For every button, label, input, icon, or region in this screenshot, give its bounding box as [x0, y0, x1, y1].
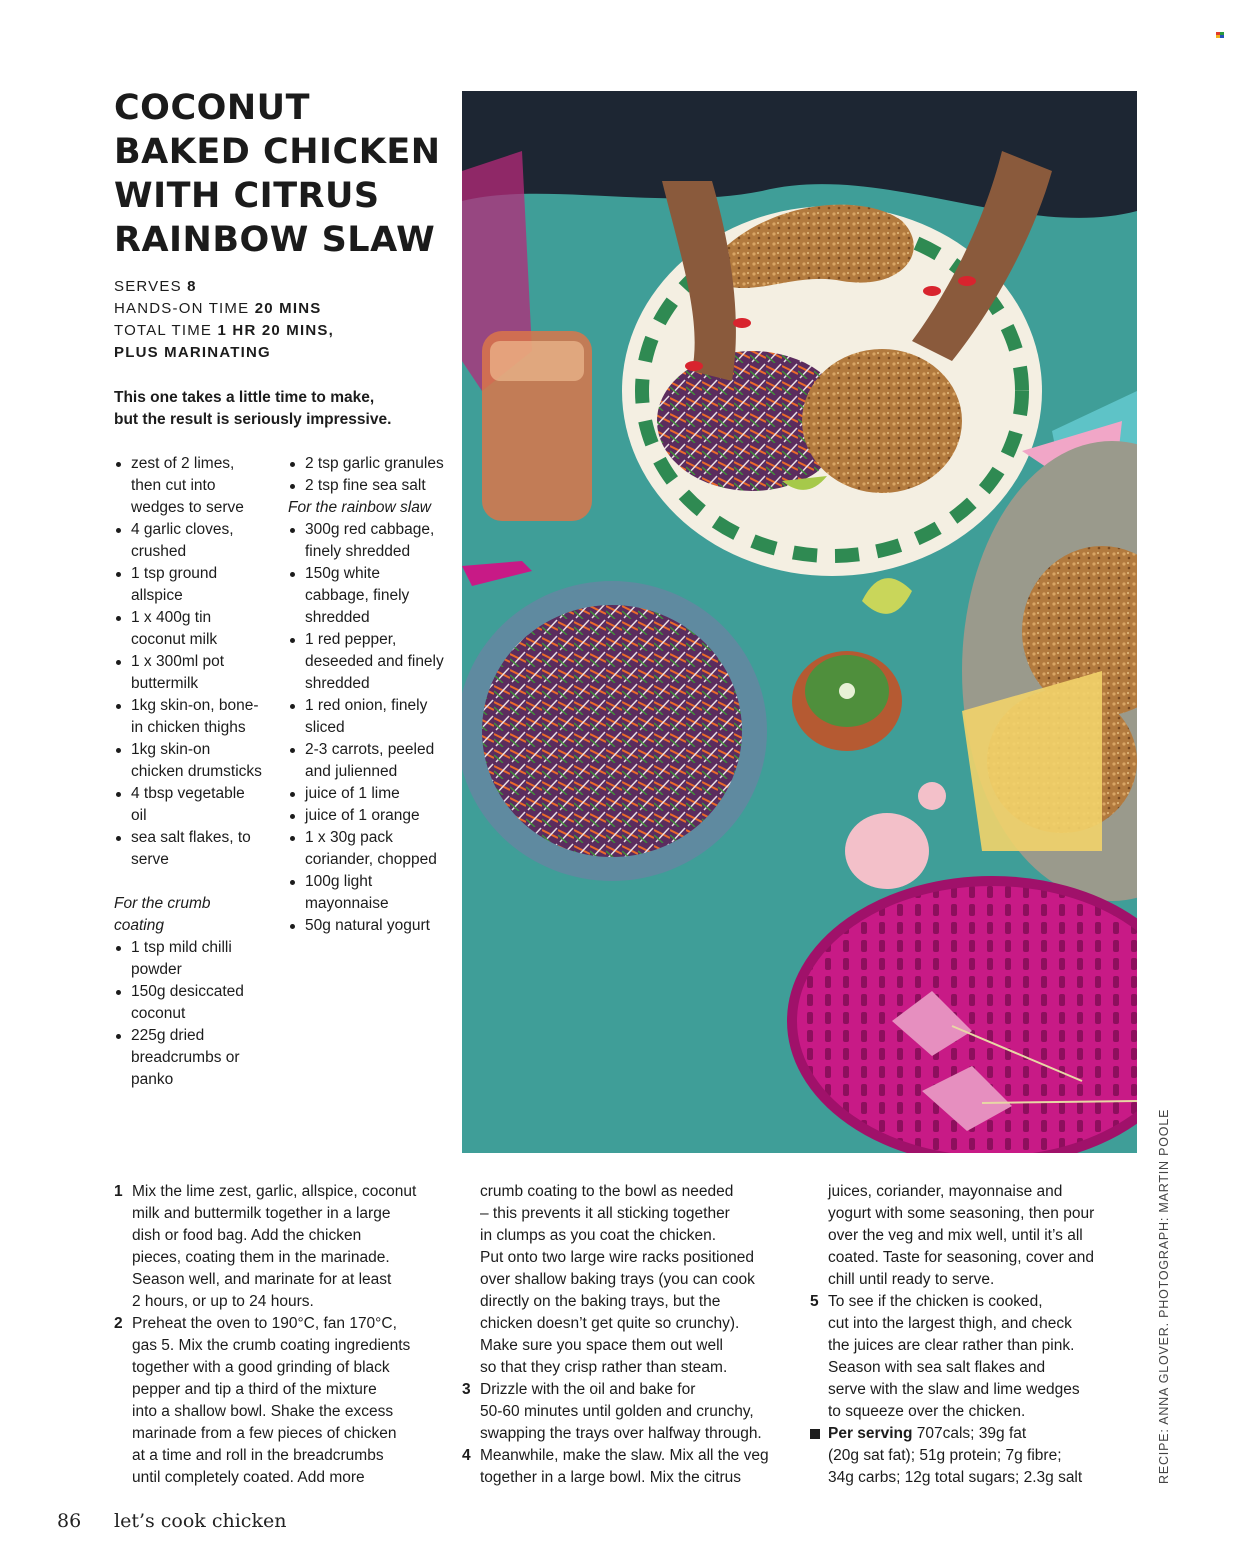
ingredient-item: 2 tsp fine sea salt	[288, 475, 448, 497]
step-line: in clumps as you coat the chicken.	[480, 1227, 717, 1244]
step-number: 3	[462, 1381, 471, 1398]
recipe-intro	[114, 387, 444, 431]
ingredient-item: 50g natural yogurt	[288, 915, 448, 937]
step-line: dish or food bag. Add the chicken	[132, 1227, 362, 1244]
nutrition-first: 707cals; 39g fat	[916, 1425, 1027, 1442]
ingredient-item: 150g desiccated coconut	[114, 981, 264, 1025]
step-line: juices, coriander, mayonnaise and	[828, 1183, 1063, 1200]
step-line: 50-60 minutes until golden and crunchy,	[480, 1403, 754, 1420]
step-line: To see if the chicken is cooked,	[828, 1293, 1043, 1310]
nutrition-line: 34g carbs; 12g total sugars; 2.3g salt	[828, 1469, 1083, 1486]
method-column-2	[462, 1181, 792, 1489]
corner-color-mark	[1216, 32, 1225, 39]
step-number: 5	[810, 1293, 819, 1310]
intro-line: but the result is seriously impressive.	[114, 411, 392, 428]
recipe-title	[114, 86, 454, 262]
title-line: BAKED CHICKEN	[114, 132, 441, 172]
ingredient-item: 4 garlic cloves, crushed	[114, 519, 264, 563]
hands-on-value: 20 MINS	[254, 300, 322, 317]
ingredient-item: 1 x 400g tin coconut milk	[114, 607, 264, 651]
step-line: 2 hours, or up to 24 hours.	[132, 1293, 314, 1310]
step-line: Season with sea salt flakes and	[828, 1359, 1046, 1376]
method-step-3	[462, 1379, 792, 1445]
step-line: coated. Taste for seasoning, cover and	[828, 1249, 1094, 1266]
total-time-extra: PLUS MARINATING	[114, 344, 271, 361]
recipe-photo	[462, 91, 1137, 1153]
title-line: WITH CITRUS	[114, 176, 380, 216]
step-line: Drizzle with the oil and bake for	[480, 1381, 696, 1398]
nutrition-line: (20g sat fat); 51g protein; 7g fibre;	[828, 1447, 1062, 1464]
ingredient-item: 4 tbsp vegetable oil	[114, 783, 264, 827]
step-line: Make sure you space them out well	[480, 1337, 723, 1354]
step-line: at a time and roll in the breadcrumbs	[132, 1447, 384, 1464]
title-line: COCONUT	[114, 88, 310, 128]
method-column-3	[810, 1181, 1140, 1489]
step-line: the juices are clear rather than pink.	[828, 1337, 1075, 1354]
step-line: together with a good grinding of black	[132, 1359, 390, 1376]
method-step-2	[114, 1313, 444, 1489]
step-line: into a shallow bowl. Shake the excess	[132, 1403, 394, 1420]
total-time-row	[114, 320, 444, 342]
ingredient-item: sea salt flakes, to serve	[114, 827, 264, 871]
step-number: 4	[462, 1447, 471, 1464]
ingredient-item: 1 x 30g pack coriander, chopped	[288, 827, 448, 871]
crumb-ingredients-list-continued	[288, 453, 448, 497]
intro-line: This one takes a little time to make,	[114, 389, 375, 406]
step-line: pepper and tip a third of the mixture	[132, 1381, 377, 1398]
ingredient-item: juice of 1 orange	[288, 805, 448, 827]
step-line: cut into the largest thigh, and check	[828, 1315, 1072, 1332]
step-number: 2	[114, 1315, 123, 1332]
step-line: yogurt with some seasoning, then pour	[828, 1205, 1095, 1222]
step-line: – this prevents it all sticking together	[480, 1205, 730, 1222]
crumb-coating-heading: For the crumb coating	[114, 895, 211, 934]
nutrition-label: Per serving	[828, 1425, 913, 1442]
main-ingredients-list	[114, 453, 264, 871]
step-line: to squeeze over the chicken.	[828, 1403, 1026, 1420]
step-line: crumb coating to the bowl as needed	[480, 1183, 734, 1200]
food-illustration	[462, 91, 1137, 1153]
step-line: marinade from a few pieces of chicken	[132, 1425, 397, 1442]
step-line: Season well, and marinate for at least	[132, 1271, 392, 1288]
page-number: 86	[57, 1510, 82, 1532]
step-line: chill until ready to serve.	[828, 1271, 995, 1288]
method-step-1	[114, 1181, 444, 1313]
section-title: let’s cook chicken	[114, 1510, 287, 1532]
ingredient-item: 2-3 carrots, peeled and julienned	[288, 739, 448, 783]
step-line: Mix the lime zest, garlic, allspice, coconut	[132, 1183, 417, 1200]
method-step-2-continued	[462, 1181, 792, 1379]
ingredients-column-1	[114, 453, 264, 1091]
step-line: until completely coated. Add more	[132, 1469, 365, 1486]
step-number: 1	[114, 1183, 123, 1200]
step-line: swapping the trays over halfway through.	[480, 1425, 762, 1442]
method-column-1	[114, 1181, 444, 1489]
ingredients-column-2	[288, 453, 448, 937]
ingredient-item: 1 red pepper, deseeded and finely shredded	[288, 629, 448, 695]
crumb-ingredients-list	[114, 937, 264, 1091]
method-step-4	[462, 1445, 792, 1489]
method-step-5	[810, 1291, 1140, 1423]
step-line: pieces, coating them in the marinade.	[132, 1249, 390, 1266]
step-line: Preheat the oven to 190°C, fan 170°C,	[132, 1315, 397, 1332]
hands-on-row	[114, 298, 444, 320]
step-line: gas 5. Mix the crumb coating ingredients	[132, 1337, 411, 1354]
ingredient-item: 1 x 300ml pot buttermilk	[114, 651, 264, 695]
serves-label: SERVES	[114, 278, 182, 295]
hands-on-label: HANDS-ON TIME	[114, 300, 250, 317]
ingredient-item: 1kg skin-on chicken drumsticks	[114, 739, 264, 783]
serves-row	[114, 276, 444, 298]
ingredient-item: 1 tsp ground allspice	[114, 563, 264, 607]
ingredient-item: juice of 1 lime	[288, 783, 448, 805]
rainbow-slaw-heading: For the rainbow slaw	[288, 499, 432, 516]
ingredient-item: 150g white cabbage, finely shredded	[288, 563, 448, 629]
title-line: RAINBOW SLAW	[114, 220, 436, 260]
step-line: milk and buttermilk together in a large	[132, 1205, 391, 1222]
step-line: together in a large bowl. Mix the citrus	[480, 1469, 742, 1486]
ingredient-item: 1 tsp mild chilli powder	[114, 937, 264, 981]
total-time-extra-row	[114, 342, 444, 364]
slaw-ingredients-list	[288, 519, 448, 937]
ingredient-item: 1 red onion, finely sliced	[288, 695, 448, 739]
step-line: so that they crisp rather than steam.	[480, 1359, 728, 1376]
square-bullet-icon	[810, 1429, 820, 1439]
ingredient-item: zest of 2 limes, then cut into wedges to serve	[114, 453, 264, 519]
nutrition-info	[810, 1423, 1140, 1489]
ingredient-item: 2 tsp garlic granules	[288, 453, 448, 475]
step-line: over the veg and mix well, until it’s all	[828, 1227, 1083, 1244]
total-time-label: TOTAL TIME	[114, 322, 213, 339]
step-line: over shallow baking trays (you can cook	[480, 1271, 755, 1288]
method-step-4-continued	[810, 1181, 1140, 1291]
ingredient-item: 300g red cabbage, finely shredded	[288, 519, 448, 563]
step-line: directly on the baking trays, but the	[480, 1293, 721, 1310]
ingredient-item: 225g dried breadcrumbs or panko	[114, 1025, 264, 1091]
recipe-meta	[114, 276, 444, 364]
total-time-value: 1 HR 20 MINS,	[217, 322, 334, 339]
serves-value: 8	[187, 278, 197, 295]
nutrition-line	[828, 1423, 1140, 1445]
step-line: serve with the slaw and lime wedges	[828, 1381, 1080, 1398]
step-line: Meanwhile, make the slaw. Mix all the veg	[480, 1447, 769, 1464]
step-line: Put onto two large wire racks positioned	[480, 1249, 754, 1266]
ingredient-item: 1kg skin-on, bone-in chicken thighs	[114, 695, 264, 739]
photo-credit: RECIPE: ANNA GLOVER. PHOTOGRAPH: MARTIN POOLE	[1157, 1108, 1171, 1484]
ingredient-item: 100g light mayonnaise	[288, 871, 448, 915]
step-line: chicken doesn’t get quite so crunchy).	[480, 1315, 740, 1332]
